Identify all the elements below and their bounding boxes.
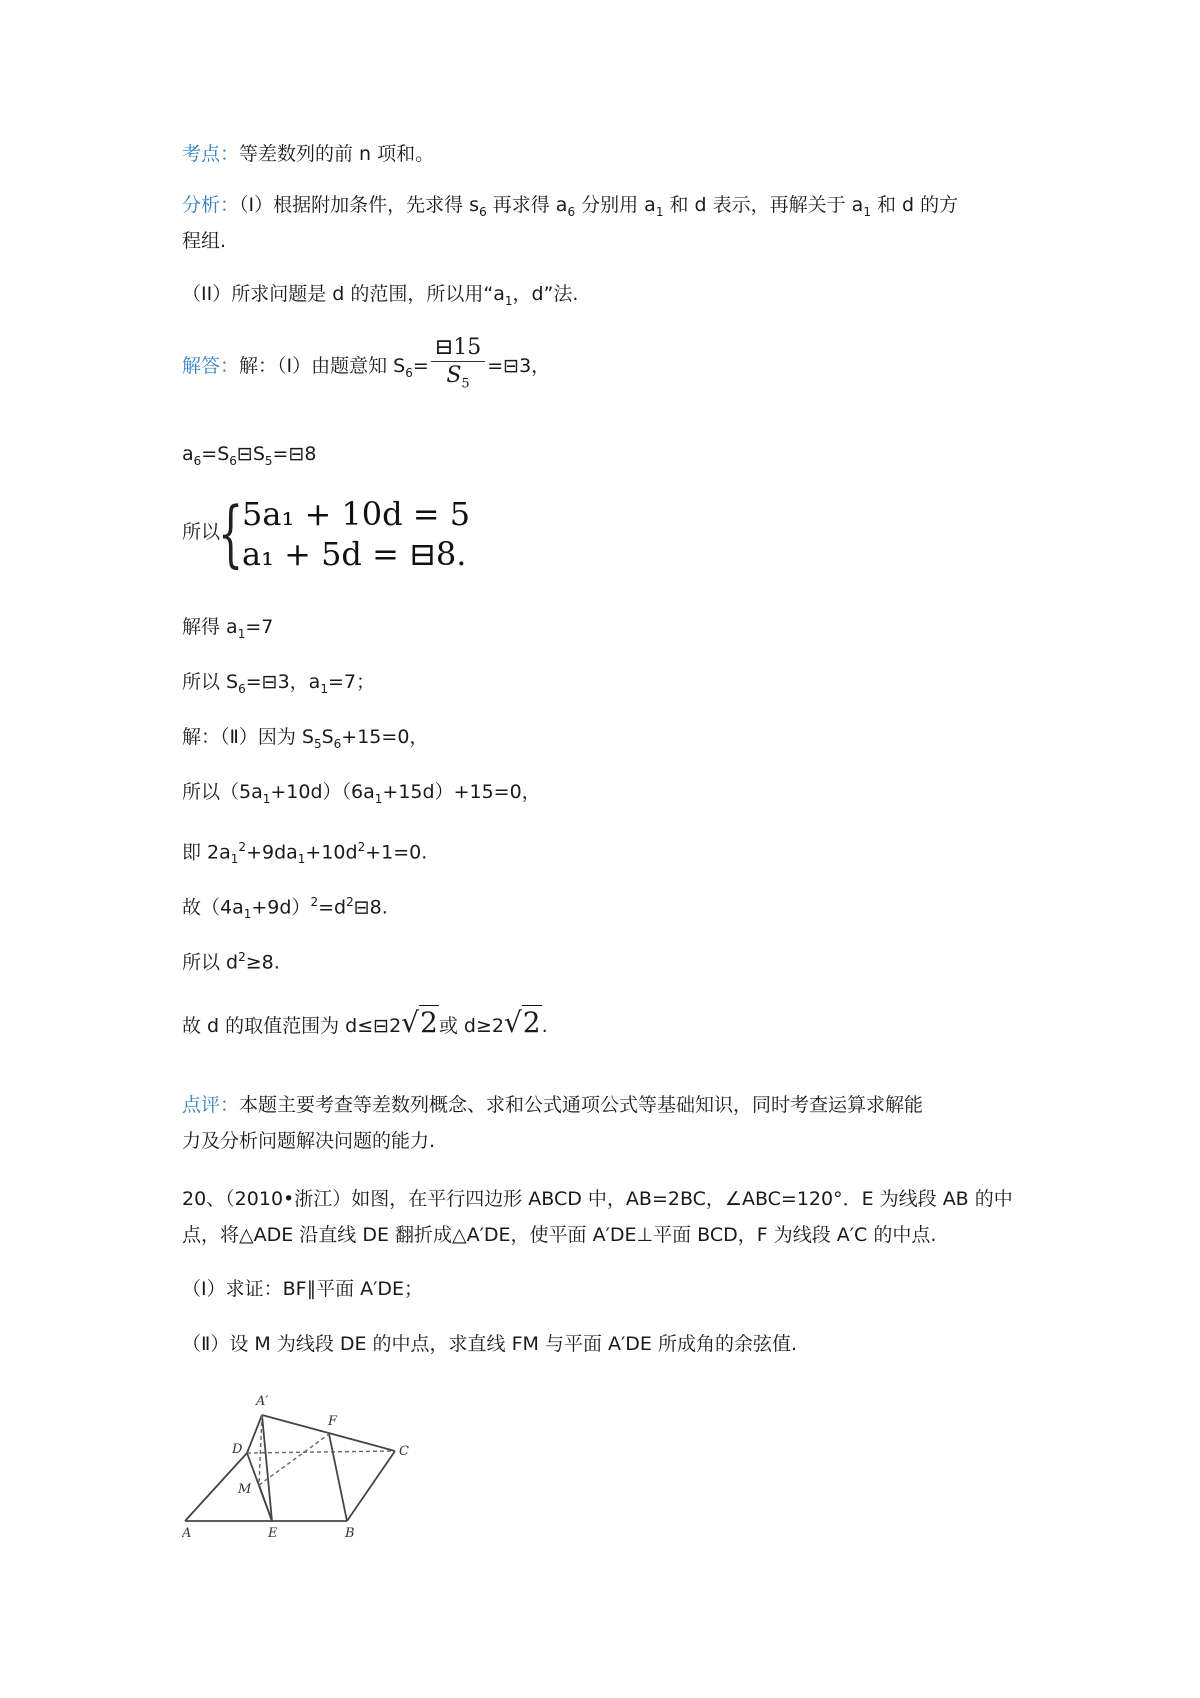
subscript: 6 bbox=[193, 453, 202, 468]
text: ⊟S bbox=[236, 443, 265, 465]
fraction-denominator bbox=[431, 362, 485, 398]
dianping-line-2 bbox=[182, 1124, 1032, 1158]
fenxi-label: 分析： bbox=[182, 194, 240, 216]
jieda-line bbox=[182, 335, 1032, 403]
text: 所以 d bbox=[182, 951, 239, 974]
step-line-4 bbox=[182, 940, 1032, 979]
text: 所以 S bbox=[182, 671, 239, 693]
kaodian-line bbox=[182, 137, 1032, 171]
a6-line bbox=[182, 437, 1032, 478]
text: +15d）+15=0， bbox=[382, 781, 541, 803]
dianping-label: 点评： bbox=[182, 1094, 240, 1116]
q20-line-2 bbox=[182, 1218, 1032, 1252]
step-line-3 bbox=[182, 885, 1032, 931]
text: 程组. bbox=[182, 230, 227, 252]
text: 即 2a bbox=[182, 841, 231, 864]
text: =⊟3，a bbox=[245, 671, 321, 693]
label-d: D bbox=[232, 1442, 243, 1457]
text: . bbox=[541, 1015, 548, 1037]
subscript: 5 bbox=[313, 736, 322, 751]
kaodian-label: 考点： bbox=[182, 143, 240, 165]
label-c: C bbox=[399, 1444, 409, 1459]
label-f: F bbox=[328, 1414, 338, 1429]
text: =⊟3， bbox=[487, 355, 551, 378]
step-line-1 bbox=[182, 775, 1032, 816]
text: 故 d 的取值范围为 d≤⊟2 bbox=[182, 1015, 402, 1037]
subscript: 1 bbox=[655, 204, 664, 219]
step-line-2 bbox=[182, 830, 1032, 876]
subscript: 1 bbox=[243, 907, 252, 922]
fraction-numerator: ⊟15 bbox=[431, 335, 485, 362]
fenxi-line-1 bbox=[182, 188, 1032, 229]
text: 力及分析问题解决问题的能力. bbox=[182, 1130, 436, 1152]
solve-line-1 bbox=[182, 610, 1032, 651]
text: 解：（Ⅱ）因为 S bbox=[182, 726, 314, 748]
superscript: 2 bbox=[238, 840, 247, 854]
subscript: 6 bbox=[333, 736, 342, 751]
text: 解：（Ⅰ）由题意知 S bbox=[239, 355, 406, 378]
dashed-m-f bbox=[259, 1434, 329, 1485]
subscript: 1 bbox=[230, 852, 239, 867]
superscript: 2 bbox=[346, 895, 354, 909]
sqrt-2-a: √2 bbox=[401, 1006, 438, 1039]
range-line bbox=[182, 1003, 1032, 1046]
q20-line-1 bbox=[182, 1182, 1032, 1216]
subscript: 6 bbox=[567, 204, 576, 219]
text: （I）根据附加条件，先求得 s bbox=[239, 194, 480, 216]
text: =d bbox=[318, 896, 347, 919]
superscript: 2 bbox=[357, 840, 366, 854]
text: +9da bbox=[246, 841, 298, 864]
sqrt-2-b: √2 bbox=[503, 1006, 541, 1039]
dashed-d-c bbox=[247, 1451, 395, 1453]
text: =7； bbox=[327, 671, 375, 693]
text: 再求得 a bbox=[486, 194, 568, 216]
text: 解得 a bbox=[182, 616, 238, 638]
dianping-line-1 bbox=[182, 1088, 1032, 1122]
label-e: E bbox=[268, 1526, 278, 1540]
text: =⊟8 bbox=[272, 443, 317, 465]
subscript: 1 bbox=[863, 204, 871, 219]
label-a: A bbox=[182, 1526, 192, 1540]
text: 故（4a bbox=[182, 896, 244, 919]
text: +15=0， bbox=[341, 726, 429, 748]
text: =S bbox=[201, 443, 230, 465]
radicand: 2 bbox=[420, 1006, 438, 1039]
label-m: M bbox=[238, 1482, 252, 1497]
subscript: 1 bbox=[320, 681, 328, 696]
system-equation-2: a₁ + 5d = ⊟8. bbox=[242, 535, 467, 573]
text: ，d”法. bbox=[512, 283, 579, 305]
kaodian-text: 等差数列的前 n 项和。 bbox=[239, 143, 435, 165]
q20-part1 bbox=[182, 1272, 1032, 1306]
text: =7 bbox=[245, 616, 274, 638]
text: 分别用 a bbox=[575, 194, 656, 216]
subscript: 1 bbox=[374, 791, 383, 806]
dashed-a1-m bbox=[259, 1415, 262, 1485]
geometry-figure bbox=[182, 1385, 447, 1540]
text: S bbox=[446, 363, 462, 388]
radicand: 2 bbox=[522, 1006, 541, 1039]
left-brace-icon: { bbox=[218, 491, 244, 575]
label-b: B bbox=[345, 1526, 355, 1540]
text: ≥8. bbox=[245, 951, 280, 974]
edge-f-b bbox=[329, 1434, 347, 1521]
system-equation-1: 5a₁ + 10d = 5 bbox=[242, 495, 471, 533]
edge-a1-d bbox=[247, 1415, 262, 1453]
text: （II）所求问题是 d 的范围，所以用“a bbox=[182, 283, 505, 305]
subscript: 6 bbox=[229, 453, 237, 468]
subscript: 6 bbox=[238, 681, 246, 696]
subscript: 1 bbox=[262, 791, 271, 806]
text: a bbox=[182, 443, 194, 465]
text: = bbox=[412, 355, 429, 378]
text: +10d）（6a bbox=[270, 781, 375, 803]
subscript: 1 bbox=[504, 293, 513, 308]
text: S bbox=[321, 726, 334, 748]
text: 点，将△ADE 沿直线 DE 翻折成△A′DE，使平面 A′DE⊥平面 BCD，F 为线段 A′C 的中点. bbox=[182, 1224, 937, 1246]
text: （Ⅰ）求证：BF∥平面 A′DE； bbox=[182, 1278, 424, 1300]
text: 20、（2010•浙江）如图，在平行四边形 ABCD 中，AB=2BC，∠ABC=120°．E 为线段 AB 的中 bbox=[182, 1188, 1013, 1210]
label-a-prime: A′ bbox=[256, 1394, 269, 1409]
subscript: 6 bbox=[405, 366, 413, 380]
text: ⊟8. bbox=[353, 896, 388, 919]
figure-svg bbox=[182, 1385, 447, 1540]
text: 本题主要考查等差数列概念、求和公式通项公式等基础知识，同时考查运算求解能 bbox=[239, 1094, 924, 1116]
subscript: 1 bbox=[297, 852, 306, 867]
fenxi-line-2 bbox=[182, 224, 1032, 258]
solve-line-2 bbox=[182, 665, 1032, 706]
subscript: 6 bbox=[479, 204, 487, 219]
superscript: 2 bbox=[238, 950, 246, 964]
fenxi-line-3 bbox=[182, 277, 1032, 318]
fraction bbox=[431, 335, 485, 398]
text: +9d） bbox=[251, 896, 311, 919]
subscript: 5 bbox=[461, 376, 470, 392]
text: 所以（5a bbox=[182, 781, 263, 803]
subscript: 5 bbox=[264, 453, 273, 468]
superscript: 2 bbox=[310, 895, 319, 909]
system-label: 所以 bbox=[182, 521, 221, 543]
text: （Ⅱ）设 M 为线段 DE 的中点，求直线 FM 与平面 A′DE 所成角的余弦值. bbox=[182, 1333, 798, 1355]
text: +1=0. bbox=[365, 841, 428, 864]
subscript: 1 bbox=[237, 626, 246, 641]
edge-b-c bbox=[347, 1451, 395, 1521]
part2-line bbox=[182, 720, 1032, 761]
equation-system bbox=[182, 491, 582, 575]
jieda-label: 解答： bbox=[182, 355, 240, 378]
text: 或 d≥2 bbox=[438, 1015, 504, 1037]
text: 和 d 的方 bbox=[870, 194, 959, 216]
q20-part2 bbox=[182, 1327, 1032, 1361]
text: +10d bbox=[305, 841, 358, 864]
text: 和 d 表示，再解关于 a bbox=[663, 194, 864, 216]
